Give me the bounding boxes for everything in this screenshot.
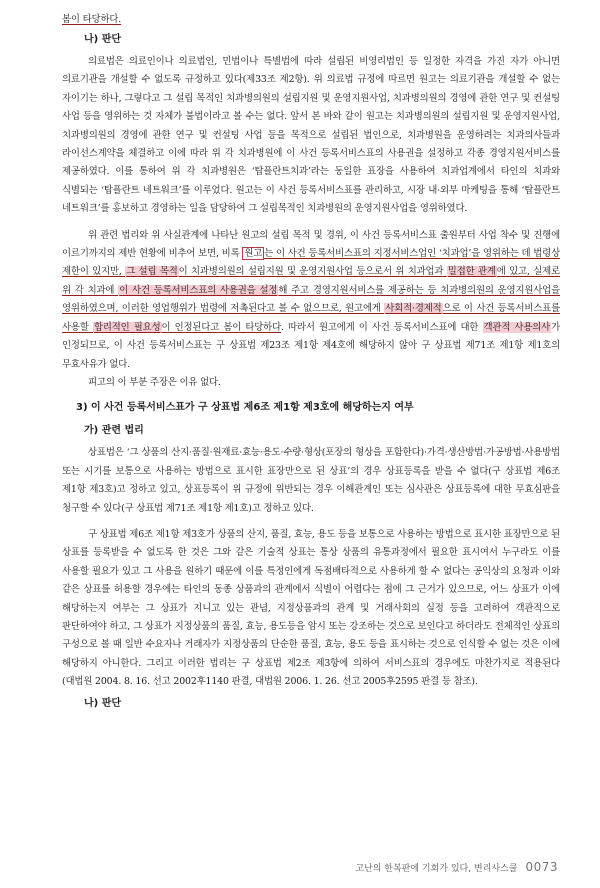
heading-related-principle: 가) 관련 법리 xyxy=(84,425,144,437)
heading-judgment-2: 나) 판단 xyxy=(84,697,122,709)
heading-judgment: 나) 판단 xyxy=(84,34,122,45)
page-footer xyxy=(355,860,558,874)
highlighted-term: 객관적 사용의사 xyxy=(483,321,551,333)
highlighted-term: 사회적·경제적 xyxy=(385,303,442,315)
text-run: . 따라서 원고에게 이 사건 등록서비스표에 대한 xyxy=(281,321,483,333)
spacer xyxy=(62,219,560,227)
document-body xyxy=(62,12,560,717)
underlined-text: 는 이 사건 등록서비스표의 지정서비스업인 ‘치과업’을 영위하는 데 법령상 제한이 있지만, xyxy=(62,248,560,278)
continued-line xyxy=(62,12,560,28)
underlined-text: 으로 이 사건 등록서비스표를 사용할 xyxy=(62,303,560,333)
spacer xyxy=(62,518,560,526)
highlighted-term: 그 설립 목적 xyxy=(126,266,178,278)
paragraph-medical-law: 의료법은 의료인이나 의료법인, 민법이나 특별법에 따라 설립된 비영리법인 등 일정한 자격을 가진 자가 아니면 의료기관을 개설할 수 없도록 규정하고 있다(제33조 제2항). 위 의료법 규정에 따르면 원고는 의료기관을 개설할 수 없는 자이기는 하나, 그렇다고 그 설립 목적인 치과병의원의 설립지원 및 운영지원사업, 치과병의원의 경영에 관한 연구 및 컨설팅 사업 등을 영위하는 것 자체가 불법이라고 볼 수는 없다. 앞서 본 바와 같이 원고는 치과병의원의 설립지원 및 운영지원사업, 치과병의원의 경영에 관한 연구 및 컨설팅 사업 등을 목적으로 설립된 법인으로, 치과병원을 운영하려는 치과의사들과 라이선스계약을 체결하고 이에 따라 위 각 치과병원에 이 사건 등록서비스표의 사용권을 설정하고 각종 경영지원서비스를 제공하였다. 이를 통하여 위 각 치과병원은 ‘탑플란트치과’라는 동일한 표장을 사용하여 치과업계에서 타인의 치과와 식별되는 ‘탑플란트 네트워크’를 이루었다. 원고는 이 사건 등록서비스표를 관리하고, 시장 내·외부 마케팅을 통해 ‘탑플란트 네트워크’를 홍보하고 경영하는 일을 담당하여 그 설립목적인 치과병원의 운영지원사업을 영위하였다. xyxy=(62,56,560,215)
boxed-term-plaintiff: 원고 xyxy=(244,248,263,260)
highlighted-term: 밀접한 관계 xyxy=(447,266,496,278)
paragraph-trademark-law: 상표법은 ‘그 상품의 산지·품질·원재료·효능·용도·수량·형상(포장의 형상을 포함한다)·가격·생산방법·가공방법·사용방법 또는 시기를 보통으로 사용하는 방법으로 표시한 표장만으로 된 상표’의 경우 상표등록을 받을 수 없다(구 상표법 제6조 제1항 제3호)고 정하고 있고, 상표등록이 위 규정에 위반되는 경우 이해관계인 또는 심사관은 상표등록에 대한 무효심판을 청구할 수 있다(구 상표법 제71조 제1항 제1호)고 정하고 있다. xyxy=(62,447,560,514)
paragraph-conclusion xyxy=(62,227,560,374)
paragraph-descriptive-mark: 구 상표법 제6조 제1항 제3호가 상품의 산지, 품질, 효능, 용도 등을 보통으로 사용하는 방법으로 표시한 표장만으로 된 상표를 등록받을 수 없도록 한 것은 그와 같은 기술적 상표는 통상 상품의 유통과정에서 필요한 표시여서 누구라도 이를 사용할 필요가 있고 그 사용을 원하기 때문에 이를 특정인에게 독점배타적으로 사용하게 할 수 없다는 공익상의 요청과 이와 같은 상표를 허용할 경우에는 타인의 동종 상품과의 관계에서 식별이 어렵다는 점에 그 근거가 있으므로, 어느 상표가 이에 해당하는지 여부는 그 상표가 지니고 있는 관념, 지정상품과의 관계 및 거래사회의 실정 등을 고려하여 객관적으로 판단하여야 하고, 그 상표가 지정상품의 품질, 효능, 용도등을 암시 또는 강조하는 것으로 보인다고 하더라도 전체적인 상표의 구성으로 볼 때 일반 수요자나 거래자가 지정상품의 단순한 품질, 효능, 용도 등을 표시하는 것으로 인식할 수 없는 것은 이에 해당하지 아니한다. 그리고 이러한 법리는 구 상표법 제2조 제3항에 의하여 서비스표의 경우에도 마찬가지로 적용된다(대법원 2004. 8. 16. 선고 2002후1140 판결, 대법원 2006. 1. 26. 선고 2005후2595 판결 등 참조). xyxy=(62,528,561,688)
underlined-text: 이 인정된다고 봄이 타당하다 xyxy=(161,321,281,333)
underlined-text: 이 치과병의원의 설립지원 및 운영지원사업 등으로서 위 치과업과 xyxy=(178,266,447,278)
underlined-text: 해 주고 경영지원서비스를 제공하는 등 치과병의원의 운영지원사업을 영위하였으며, 이러한 영업행위가 법령에 저촉된다고 볼 수 없으므로, 원고에게 xyxy=(62,284,560,315)
continued-text: 봄이 타당하다. xyxy=(62,14,122,25)
paragraph-defendant-claim: 피고의 이 부분 주장은 이유 없다. xyxy=(88,376,221,388)
underlined-text: 에 있고, 실제로 위 각 치과에 xyxy=(62,266,560,296)
text-run: 가 인정되므로, 이 사건 등록서비스표는 구 상표법 제23조 제1항 제4호에 해당하지 않아 구 상표법 제71조 제1항 제1호의 무효사유가 없다. xyxy=(62,321,560,370)
page-number: 0073 xyxy=(525,860,558,874)
footer-book-title: 고난의 한복판에 기회가 있다, 변리사스쿨 xyxy=(355,864,518,874)
highlighted-term: 합리적인 필요성 xyxy=(93,321,161,333)
text-run: 위 관련 법리와 위 사실관계에 나타난 원고의 설립 목적 및 경위, 이 사건 등록서비스표 출원부터 사업 착수 및 진행에 이르기까지의 제반 현황에 비추어 보면, 비록 xyxy=(62,229,560,260)
heading-section-3: 3) 이 사건 등록서비스표가 구 상표법 제6조 제1항 제3호에 해당하는지 여부 xyxy=(76,402,414,414)
highlighted-term: 이 사건 등록서비스표의 사용권을 설정 xyxy=(119,284,278,296)
